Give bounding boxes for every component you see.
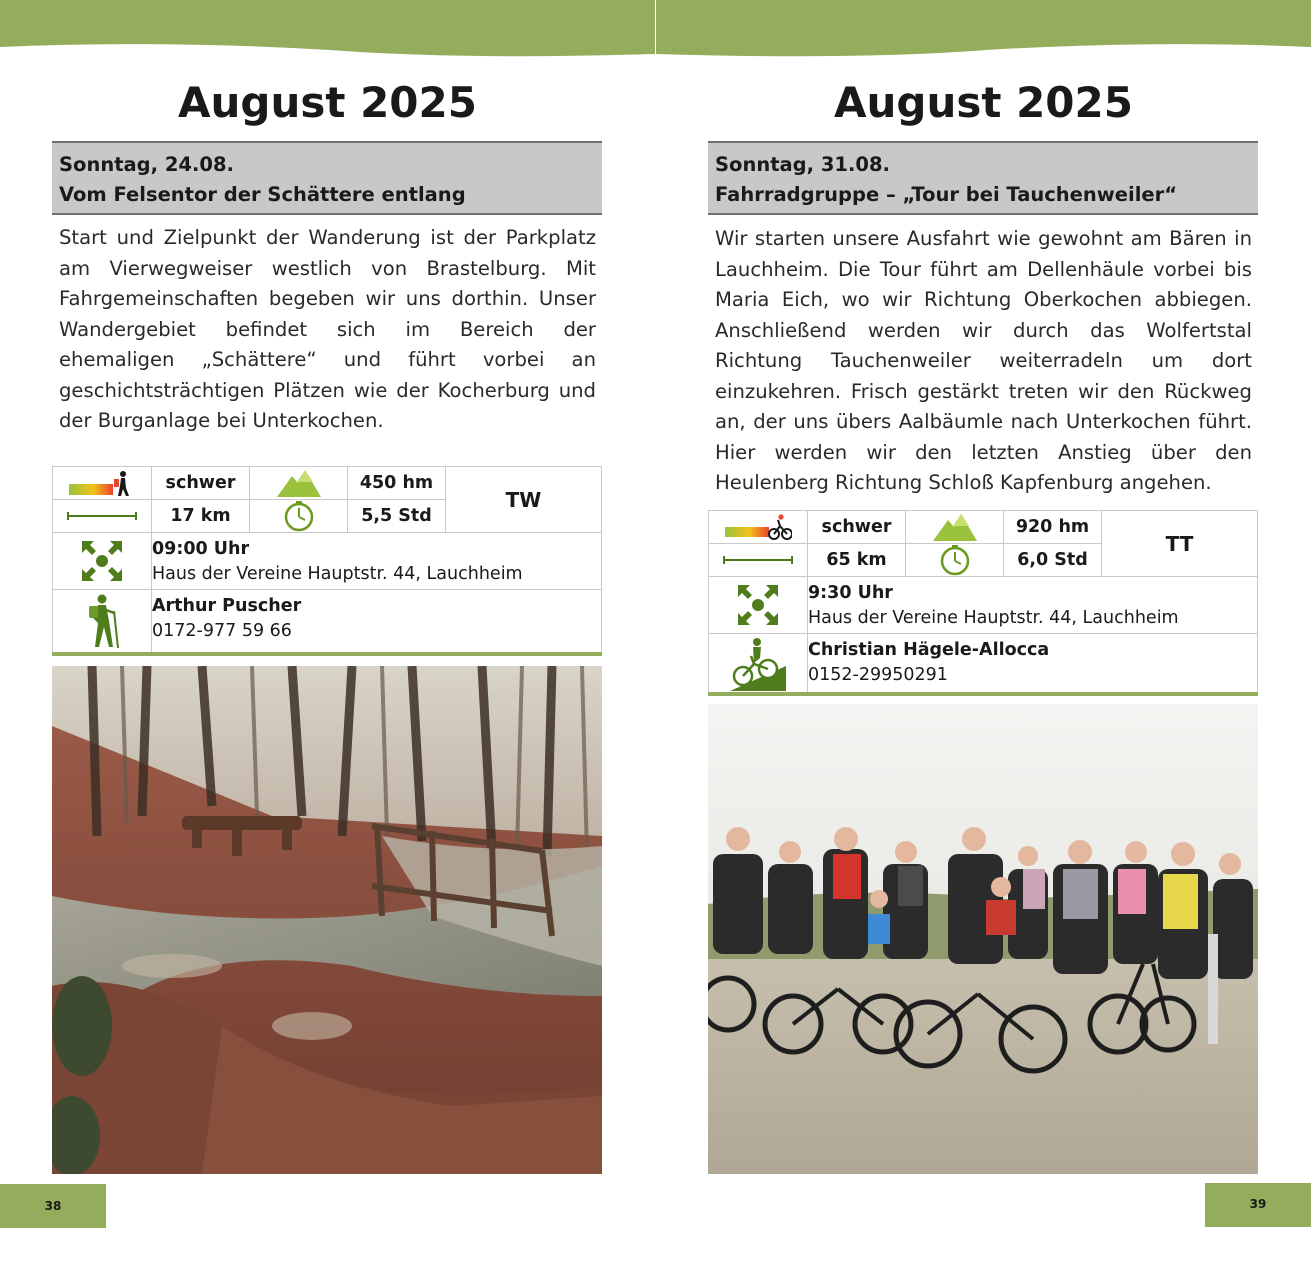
- leader-row: [709, 634, 1257, 694]
- meeting-row: [53, 533, 601, 590]
- distance-line-icon: [53, 500, 152, 533]
- difficulty-value: schwer: [808, 511, 906, 544]
- meeting-place: Haus der Vereine Hauptstr. 44, Lauchheim: [808, 608, 1179, 628]
- tour-info-table: [52, 466, 602, 653]
- leader-row: [53, 590, 601, 652]
- event-date: Sonntag, 31.08.: [715, 153, 890, 176]
- difficulty-hiker-icon: [53, 467, 152, 500]
- top-wave-band: [656, 0, 1311, 62]
- distance-value: 17 km: [152, 500, 250, 533]
- event-name: Fahrradgruppe – „Tour bei Tauchenweiler“: [715, 183, 1178, 206]
- divider-rule: [708, 692, 1258, 696]
- event-name: Vom Felsentor der Schättere entlang: [59, 183, 466, 206]
- cyclist-icon: [709, 634, 808, 694]
- difficulty-cyclist-icon: [709, 511, 808, 544]
- meeting-row: [709, 577, 1257, 634]
- meeting-point-icon: [53, 533, 152, 589]
- elevation-value: 450 hm: [348, 467, 446, 500]
- clock-icon: [906, 544, 1004, 577]
- tour-grade: TW: [446, 467, 601, 533]
- duration-value: 6,0 Std: [1004, 544, 1102, 577]
- cycling-group-photo: [708, 704, 1258, 1174]
- divider-rule: [52, 652, 602, 656]
- page-number: 38: [0, 1184, 106, 1228]
- distance-line-icon: [709, 544, 808, 577]
- event-description: Wir starten unsere Ausfahrt wie gewohnt am Bären in Lauchheim. Die Tour führt am Dellenhäule vorbei bis Maria Eich, wo wir Richtung Oberkochen abbiegen. Anschließend werden wir durch das Wolfertstal Richtung Tauchenweiler weiterradeln um dort einzukehren. Frisch gestärkt treten wir den Rückweg an, der uns übers Aalbäumle nach Unterkochen führt. Hier werden wir den letzten Anstieg über den Heulenberg Richtung Schloß Kapfenburg angehen.: [715, 227, 1252, 494]
- clock-icon: [250, 500, 348, 533]
- distance-value: 65 km: [808, 544, 906, 577]
- duration-value: 5,5 Std: [348, 500, 446, 533]
- page-title: August 2025: [178, 78, 477, 127]
- left-page: [0, 0, 655, 1275]
- page-title: August 2025: [834, 78, 1133, 127]
- leader-phone: 0152-29950291: [808, 665, 948, 685]
- elevation-value: 920 hm: [1004, 511, 1102, 544]
- tour-info-table: [708, 510, 1258, 695]
- forest-stream-photo: [52, 666, 602, 1174]
- meeting-time: 9:30 Uhr: [808, 583, 893, 603]
- leader-phone: 0172-977 59 66: [152, 621, 292, 641]
- meeting-time: 09:00 Uhr: [152, 539, 250, 559]
- mountain-icon: [250, 467, 348, 500]
- mountain-icon: [906, 511, 1004, 544]
- page-number: 39: [1205, 1183, 1311, 1227]
- event-header: [708, 141, 1258, 215]
- leader-name: Arthur Puscher: [152, 596, 302, 616]
- event-date: Sonntag, 24.08.: [59, 153, 234, 176]
- event-description: Start und Zielpunkt der Wanderung ist der Parkplatz am Vierwegweiser westlich von Brastelburg. Mit Fahrgemeinschaften begeben wir uns dorthin. Unser Wandergebiet befindet sich im Bereich der ehemaligen „Schättere“ und führt vorbei an geschichtsträchtigen Plätzen wie der Kocherburg und der Burganlage bei Unterkochen.: [59, 226, 596, 432]
- meeting-point-icon: [709, 577, 808, 633]
- right-page: [656, 0, 1311, 1275]
- hiker-icon: [53, 590, 152, 652]
- difficulty-value: schwer: [152, 467, 250, 500]
- leader-name: Christian Hägele-Allocca: [808, 640, 1050, 660]
- top-wave-band: [0, 0, 655, 62]
- event-header: [52, 141, 602, 215]
- meeting-place: Haus der Vereine Hauptstr. 44, Lauchheim: [152, 564, 523, 584]
- tour-grade: TT: [1102, 511, 1257, 577]
